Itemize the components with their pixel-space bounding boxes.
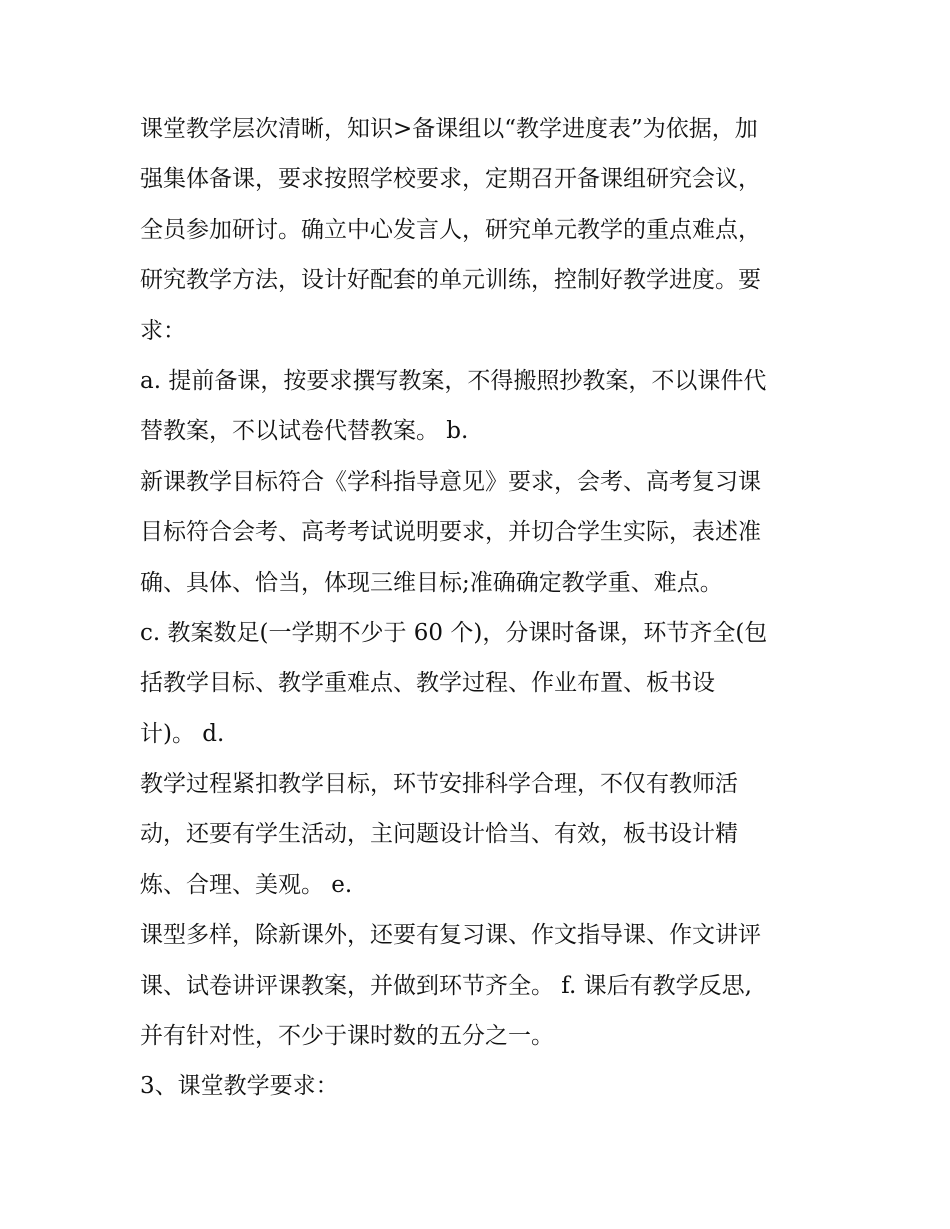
text-line: 强集体备课，要求按照学校要求，定期召开备课组研究会议， [140,166,761,193]
text-line: 确、具体、恰当，体现三维目标;准确确定教学重、难点。 [140,569,723,596]
text-line: 计)。 d. [140,720,225,747]
body-text [140,104,820,1112]
text-line: 目标符合会考、高考考试说明要求，并切合学生实际，表述准 [140,519,761,546]
text-line: 炼、合理、美观。 e. [140,871,353,898]
text-line: a. 提前备课，按要求撰写教案，不得搬照抄教案，不以课件代 [140,367,767,394]
text-line: 求： [140,317,186,344]
text-line: 课、试卷讲评课教案，并做到环节齐全。 f. 课后有教学反思, [140,972,752,999]
text-line: 新课教学目标符合《学科指导意见》要求，会考、高考复习课 [140,468,761,495]
section-heading: 3、课堂教学要求： [140,1073,339,1100]
text-line: 全员参加研讨。确立中心发言人，研究单元教学的重点难点， [140,216,761,243]
text-line: 括教学目标、教学重难点、教学过程、作业布置、板书设 [140,670,715,697]
text-line: 并有针对性，不少于课时数的五分之一。 [140,1023,554,1050]
text-line: 课型多样，除新课外，还要有复习课、作文指导课、作文讲评 [140,922,761,949]
text-line: c. 教案数足(一学期不少于 60 个)，分课时备课，环节齐全(包 [140,619,768,646]
text-line: 替教案，不以试卷代替教案。 b. [140,418,469,445]
text-line: 课堂教学层次清晰，知识>备课组以“教学进度表”为依据，加 [140,116,758,142]
text-line: 研究教学方法，设计好配套的单元训练，控制好教学进度。要 [140,267,761,294]
text-line: 动，还要有学生活动，主问题设计恰当、有效，板书设计精 [140,821,738,848]
text-line: 教学过程紧扣教学目标，环节安排科学合理，不仅有教师活 [140,771,738,798]
